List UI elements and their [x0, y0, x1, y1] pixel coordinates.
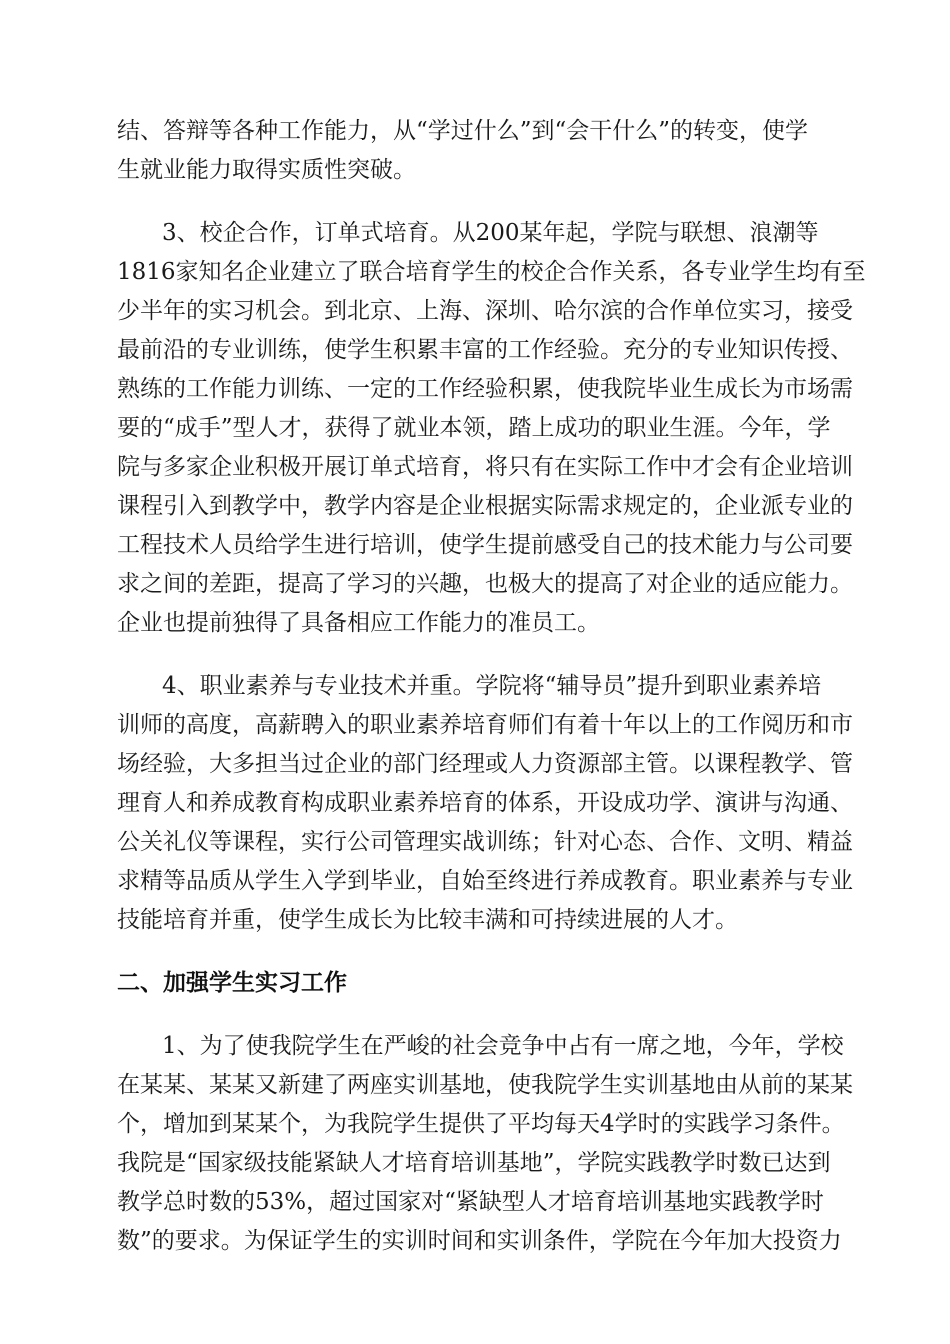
text-line: 结、答辩等各种工作能力，从“学过什么”到“会干什么”的转变，使学 — [117, 118, 809, 144]
section-heading: 二、加强学生实习工作 — [117, 970, 347, 996]
text-line: 技能培育并重，使学生成长为比较丰满和可持续进展的人才。 — [117, 907, 738, 933]
text-line: 课程引入到教学中，教学内容是企业根据实际需求规定的，企业派专业的 — [117, 493, 853, 519]
text-line: 公关礼仪等课程，实行公司管理实战训练；针对心态、合作、文明、精益 — [117, 829, 853, 855]
text-line: 训师的高度，高薪聘入的职业素养培育师们有着十年以上的工作阅历和市 — [117, 712, 853, 738]
text-line: 4、职业素养与专业技术并重。学院将“辅导员”提升到职业素养培 — [162, 673, 822, 699]
text-line: 1、为了使我院学生在严峻的社会竞争中占有一席之地，今年，学校 — [162, 1033, 844, 1059]
text-line: 工程技术人员给学生进行培训，使学生提前感受自己的技术能力与公司要 — [117, 532, 853, 558]
text-line: 数”的要求。为保证学生的实训时间和实训条件，学院在今年加大投资力 — [117, 1228, 842, 1254]
text-line: 要的“成手”型人才，获得了就业本领，踏上成功的职业生涯。今年，学 — [117, 415, 831, 441]
text-line: 少半年的实习机会。到北京、上海、深圳、哈尔滨的合作单位实习，接受 — [117, 298, 853, 324]
text-line: 场经验，大多担当过企业的部门经理或人力资源部主管。以课程教学、管 — [117, 751, 853, 777]
text-line: 熟练的工作能力训练、一定的工作经验积累，使我院毕业生成长为市场需 — [117, 376, 853, 402]
text-line: 求精等品质从学生入学到毕业，自始至终进行养成教育。职业素养与专业 — [117, 868, 853, 894]
text-line: 生就业能力取得实质性突破。 — [117, 157, 416, 183]
text-line: 最前沿的专业训练，使学生积累丰富的工作经验。充分的专业知识传授、 — [117, 337, 853, 363]
text-line: 个，增加到某某个，为我院学生提供了平均每天4学时的实践学习条件。 — [117, 1111, 845, 1137]
text-line: 教学总时数的53%，超过国家对“紧缺型人才培育培训基地实践教学时 — [117, 1189, 824, 1215]
text-line: 我院是“国家级技能紧缺人才培育培训基地”，学院实践教学时数已达到 — [117, 1150, 831, 1176]
text-line: 1816家知名企业建立了联合培育学生的校企合作关系，各专业学生均有至 — [117, 259, 866, 285]
text-line: 理育人和养成教育构成职业素养培育的体系，开设成功学、演讲与沟通、 — [117, 790, 853, 816]
text-line: 3、校企合作，订单式培育。从200某年起，学院与联想、浪潮等 — [162, 220, 819, 246]
text-line: 在某某、某某又新建了两座实训基地，使我院学生实训基地由从前的某某 — [117, 1072, 853, 1098]
text-line: 求之间的差距，提高了学习的兴趣，也极大的提高了对企业的适应能力。 — [117, 571, 853, 597]
text-line: 企业也提前独得了具备相应工作能力的准员工。 — [117, 610, 600, 636]
text-line: 院与多家企业积极开展订单式培育，将只有在实际工作中才会有企业培训 — [117, 454, 853, 480]
